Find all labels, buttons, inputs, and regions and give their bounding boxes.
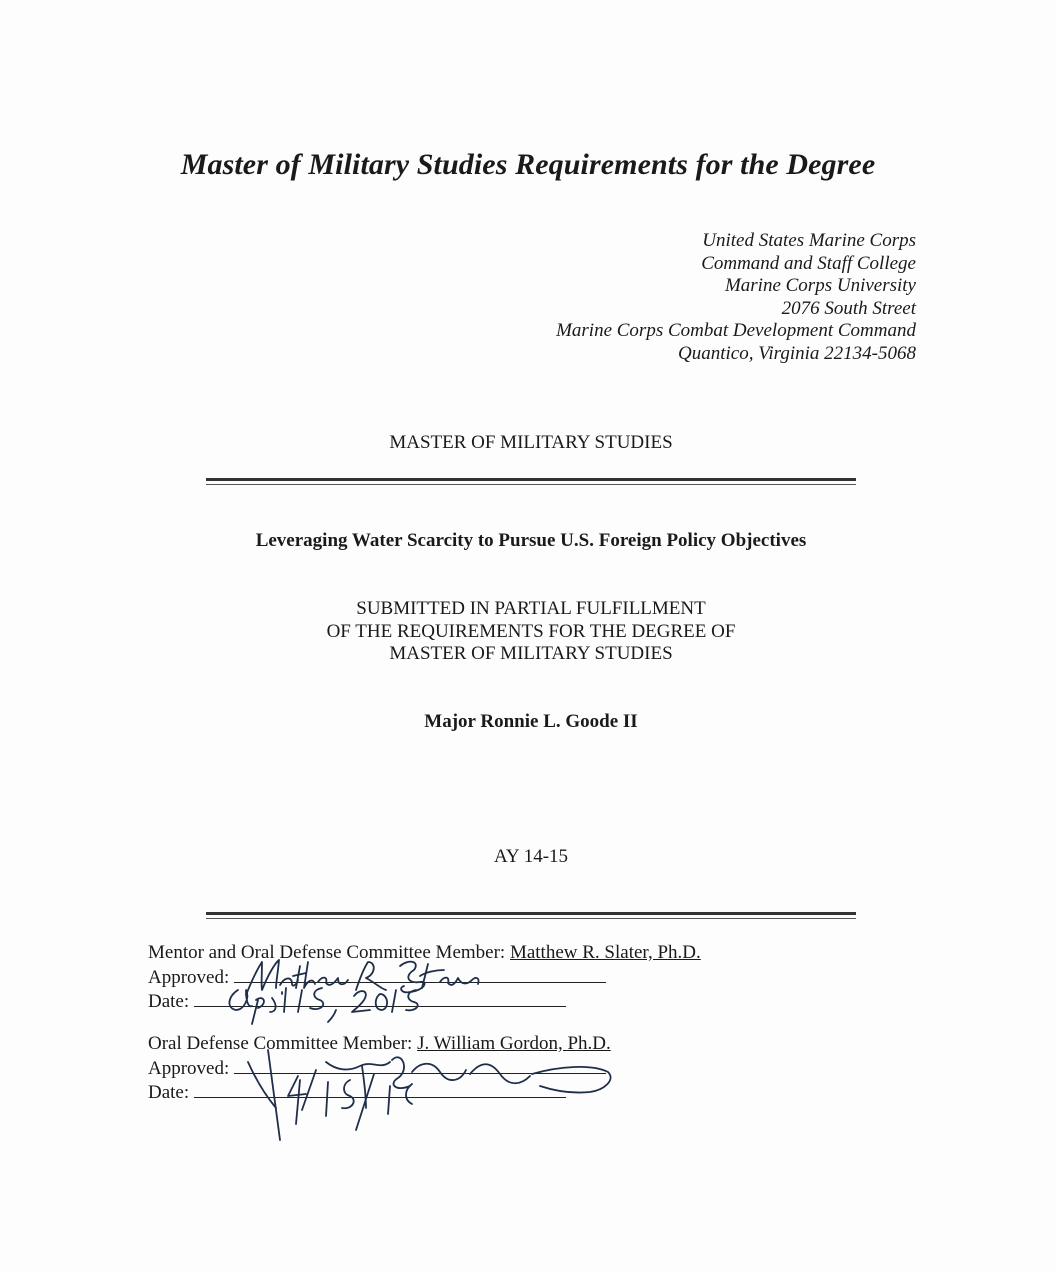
- approved-line: [148, 1056, 611, 1081]
- approved-label: Approved:: [148, 966, 230, 988]
- academic-year: AY 14-15: [493, 846, 569, 867]
- address-line: Marine Corps University: [724, 275, 916, 296]
- committee-member-line: [148, 942, 701, 965]
- submission-line: SUBMITTED IN PARTIAL FULFILLMENT: [356, 598, 706, 619]
- author-name: Major Ronnie L. Goode II: [424, 711, 638, 732]
- institution-address: [556, 230, 916, 365]
- role-label: Oral Defense Committee Member:: [148, 1033, 418, 1054]
- page-title: Master of Military Studies Requirements for the Degree: [180, 148, 876, 181]
- member-name: J. William Gordon, Ph.D.: [417, 1033, 611, 1054]
- date-line: [148, 1080, 611, 1105]
- submission-line: OF THE REQUIREMENTS FOR THE DEGREE OF: [326, 620, 736, 642]
- date-blank: [194, 989, 566, 1007]
- program-name: MASTER OF MILITARY STUDIES: [389, 432, 673, 453]
- submission-statement: [0, 598, 1056, 666]
- address-line: United States Marine Corps: [702, 230, 916, 251]
- double-rule-divider: [206, 912, 856, 919]
- approval-block-committee: [148, 1033, 611, 1105]
- address-line: 2076 South Street: [781, 297, 916, 319]
- approval-block-mentor: [148, 942, 701, 1014]
- date-label: Date:: [148, 991, 190, 1012]
- double-rule-divider: [206, 478, 856, 485]
- committee-member-line: [148, 1033, 611, 1056]
- date-label: Date:: [148, 1082, 190, 1103]
- thesis-title: Leveraging Water Scarcity to Pursue U.S. Foreign Policy Objectives: [255, 530, 807, 551]
- date-blank: [194, 1080, 566, 1098]
- signature-line: [234, 1056, 606, 1074]
- date-line: [148, 989, 701, 1014]
- approved-line: [148, 965, 701, 990]
- member-name: Matthew R. Slater, Ph.D.: [509, 942, 701, 963]
- submission-line: MASTER OF MILITARY STUDIES: [389, 643, 673, 664]
- address-line: Marine Corps Combat Development Command: [556, 320, 916, 341]
- address-line: Command and Staff College: [701, 252, 916, 274]
- approved-label: Approved:: [148, 1057, 230, 1079]
- signature-line: [234, 965, 606, 983]
- role-label: Mentor and Oral Defense Committee Member:: [148, 942, 510, 963]
- address-line: Quantico, Virginia 22134-5068: [677, 342, 916, 364]
